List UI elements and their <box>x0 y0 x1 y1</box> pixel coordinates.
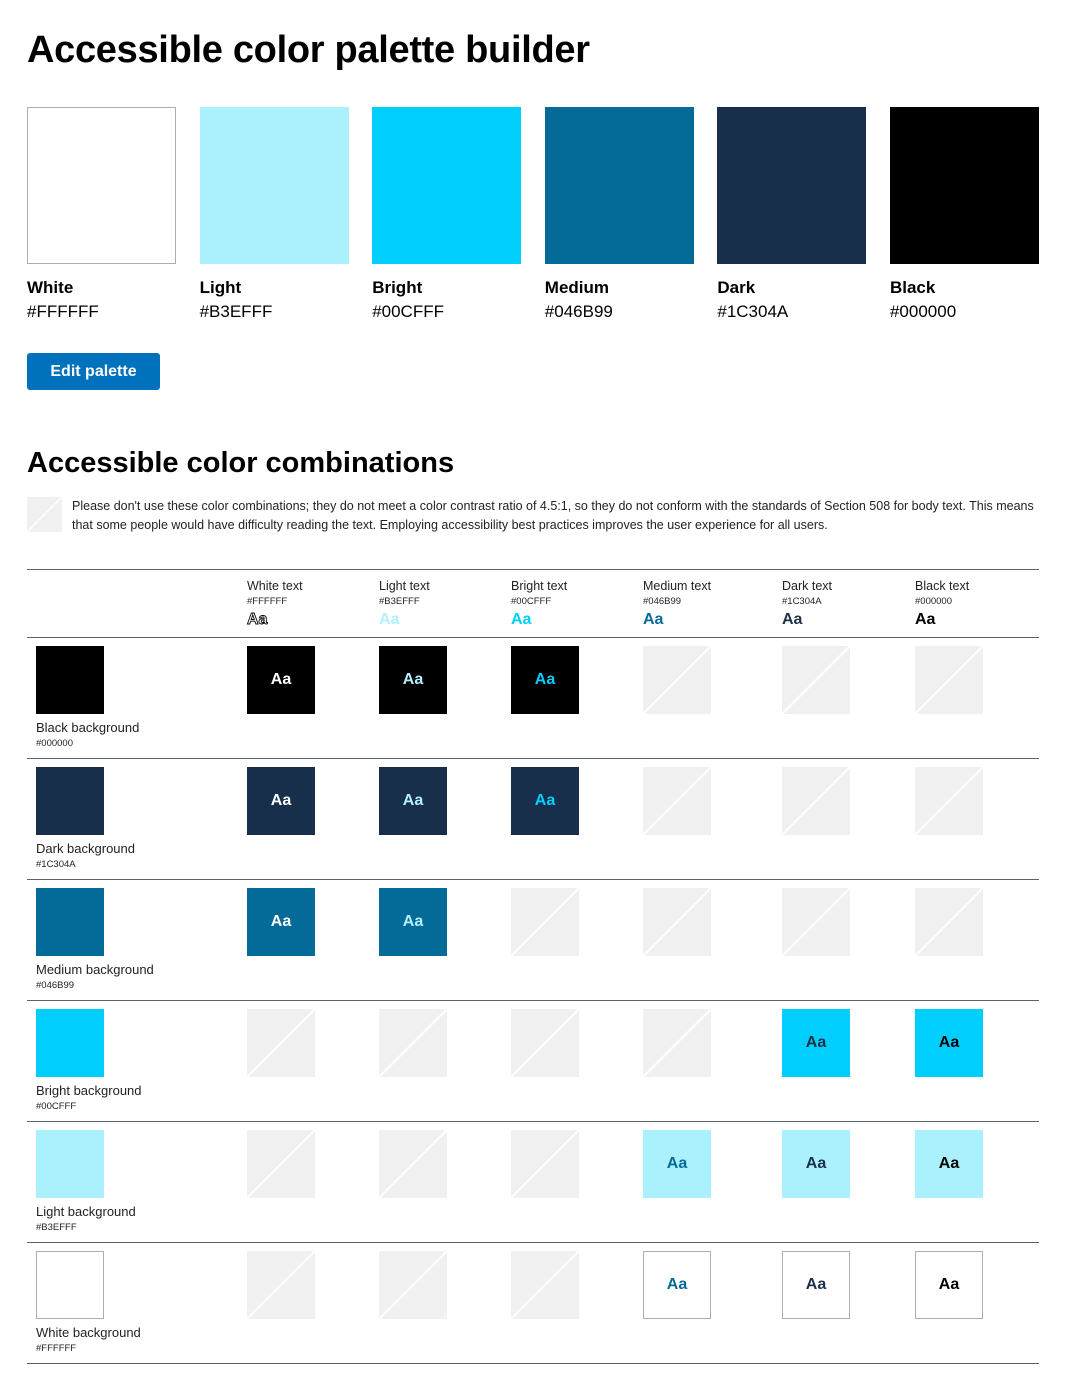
inaccessible-combination-icon <box>643 646 711 714</box>
swatch-name: White <box>27 278 74 297</box>
inaccessible-combination-icon <box>247 1009 315 1077</box>
swatch-color <box>372 107 521 264</box>
inaccessible-combination-icon <box>782 888 850 956</box>
accessible-combination: Aa <box>915 1009 983 1077</box>
inaccessible-combination-icon <box>379 1251 447 1319</box>
combinations-title: Accessible color combinations <box>27 447 455 479</box>
grid-header <box>27 570 1039 638</box>
background-swatch <box>36 767 104 835</box>
text-column-label: Bright text <box>511 579 568 593</box>
accessible-combination: Aa <box>511 646 579 714</box>
accessible-combination: Aa <box>379 888 447 956</box>
background-hex: #000000 <box>36 738 73 749</box>
inaccessible-combination-icon <box>915 888 983 956</box>
accessible-combination: Aa <box>643 1251 711 1319</box>
accessible-combination: Aa <box>511 767 579 835</box>
accessible-combination: Aa <box>247 646 315 714</box>
combination-row <box>27 638 1039 759</box>
palette-swatch-black <box>890 107 1039 322</box>
inaccessible-combination-icon <box>915 646 983 714</box>
inaccessible-combination-icon <box>511 1009 579 1077</box>
text-column-label: Black text <box>915 579 970 593</box>
inaccessible-combination-icon <box>511 1130 579 1198</box>
swatch-hex: #1C304A <box>717 302 789 321</box>
swatch-color <box>890 107 1039 264</box>
inaccessible-combination-icon <box>511 888 579 956</box>
swatch-name: Medium <box>544 278 610 297</box>
swatch-color <box>27 107 176 264</box>
background-label: Black background <box>36 720 140 735</box>
background-swatch <box>36 1009 104 1077</box>
background-hex: #B3EFFF <box>36 1222 77 1233</box>
accessible-combination: Aa <box>247 888 315 956</box>
accessible-combination: Aa <box>379 767 447 835</box>
inaccessible-combination-icon <box>915 767 983 835</box>
background-swatch <box>36 646 104 714</box>
inaccessible-combination-icon <box>643 888 711 956</box>
inaccessible-combination-icon <box>247 1130 315 1198</box>
combination-row <box>27 759 1039 880</box>
background-label: Bright background <box>36 1083 142 1098</box>
palette-swatch-bright <box>372 107 521 322</box>
text-column-label: White text <box>247 579 303 593</box>
combinations-grid <box>27 569 1039 1364</box>
swatch-name: Bright <box>372 278 423 297</box>
text-column-header <box>915 579 969 630</box>
page-title: Accessible color palette builder <box>27 29 590 71</box>
background-label: Light background <box>36 1204 136 1219</box>
background-label: Dark background <box>36 841 135 856</box>
swatch-name: Black <box>889 278 936 297</box>
combination-row <box>27 880 1039 1001</box>
text-column-label: Light text <box>379 579 430 593</box>
combination-row <box>27 1243 1039 1364</box>
text-column-header <box>247 579 303 630</box>
text-column-header <box>782 579 832 630</box>
inaccessible-combination-icon <box>782 767 850 835</box>
text-column-label: Dark text <box>782 579 833 593</box>
text-column-hex: #00CFFF <box>511 596 552 607</box>
background-hex: #00CFFF <box>36 1101 77 1112</box>
text-column-hex: #1C304A <box>782 596 822 607</box>
palette <box>27 107 1039 322</box>
palette-swatch-white <box>27 107 176 322</box>
palette-swatch-light <box>200 107 349 322</box>
inaccessible-combination-icon <box>247 1251 315 1319</box>
text-column-label: Medium text <box>643 579 712 593</box>
inaccessible-combination-icon <box>643 1009 711 1077</box>
background-hex: #046B99 <box>36 980 75 991</box>
text-column-hex: #046B99 <box>643 596 682 607</box>
inaccessible-combination-icon <box>782 646 850 714</box>
swatch-name: Dark <box>717 278 756 297</box>
text-column-header <box>643 579 711 630</box>
text-column-hex: #000000 <box>915 596 952 607</box>
accessible-combination: Aa <box>915 1130 983 1198</box>
swatch-hex: #00CFFF <box>372 302 444 321</box>
swatch-hex: #B3EFFF <box>199 302 273 321</box>
background-hex: #FFFFFF <box>36 1343 77 1354</box>
combination-row <box>27 1001 1039 1122</box>
accessible-combination: Aa <box>782 1130 850 1198</box>
inaccessible-combination-icon <box>511 1251 579 1319</box>
notice-text: Please don't use these color combinations; they do not meet a color contrast ratio of 4.5:1, so they do not conform with the standards of Section 508 for body text. This means that some people would have difficulty reading the text. Employing accessibility best practices improves the user experience for all users. <box>72 499 1034 532</box>
text-sample: Aa <box>915 611 936 628</box>
background-swatch <box>36 888 104 956</box>
palette-swatch-dark <box>717 107 866 322</box>
combination-row <box>27 1122 1039 1243</box>
swatch-hex: #FFFFFF <box>27 302 99 321</box>
text-sample: Aa <box>643 611 664 628</box>
swatch-color <box>717 107 866 264</box>
swatch-color <box>200 107 349 264</box>
accessible-combination: Aa <box>782 1009 850 1077</box>
background-label: White background <box>36 1325 141 1340</box>
background-swatch <box>36 1130 104 1198</box>
edit-palette-button[interactable]: Edit palette <box>27 353 160 390</box>
swatch-name: Light <box>199 278 242 297</box>
swatch-hex: #000000 <box>889 302 957 321</box>
palette-swatch-medium <box>545 107 694 322</box>
accessible-combination: Aa <box>247 767 315 835</box>
accessible-combination: Aa <box>782 1251 850 1319</box>
text-sample: Aa <box>782 611 803 628</box>
text-column-header <box>511 579 567 630</box>
background-label: Medium background <box>36 962 154 977</box>
background-hex: #1C304A <box>36 859 76 870</box>
inaccessible-sample-icon <box>27 497 62 532</box>
accessible-combination: Aa <box>379 646 447 714</box>
text-column-header <box>379 579 430 630</box>
accessible-combination: Aa <box>643 1130 711 1198</box>
accessible-combination: Aa <box>915 1251 983 1319</box>
inaccessible-combination-icon <box>379 1009 447 1077</box>
swatch-hex: #046B99 <box>544 302 613 321</box>
swatch-color <box>545 107 694 264</box>
text-column-hex: #B3EFFF <box>379 596 420 607</box>
inaccessible-combination-icon <box>643 767 711 835</box>
inaccessible-combination-icon <box>379 1130 447 1198</box>
text-sample: Aa <box>511 611 532 628</box>
text-sample: Aa <box>247 611 268 628</box>
text-column-hex: #FFFFFF <box>247 596 288 607</box>
background-swatch <box>36 1251 104 1319</box>
notice <box>27 497 1039 535</box>
text-sample: Aa <box>379 611 400 628</box>
